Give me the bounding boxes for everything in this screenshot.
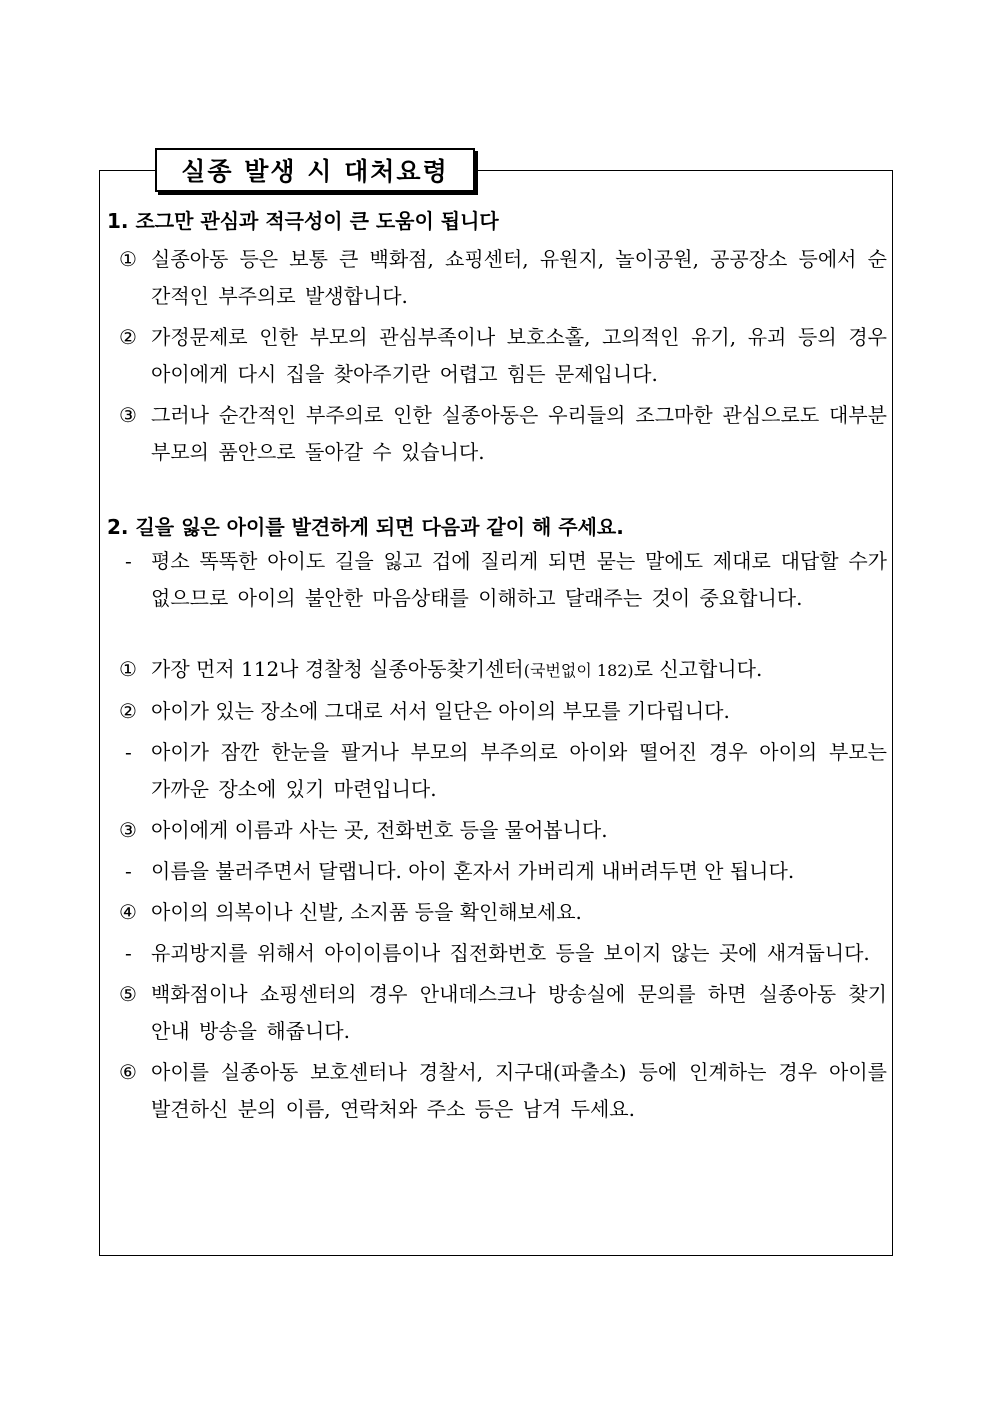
item-marker: - (125, 549, 132, 573)
item-text: 아이를 실종아동 보호센터나 경찰서, 지구대(파출소) 등에 인계하는 경우 아이를 발견하신 분의 이름, 연락처와 주소 등은 남겨 두세요. (151, 1060, 887, 1121)
item-marker: ③ (119, 818, 137, 842)
item-text: 가정문제로 인한 부모의 관심부족이나 보호소홀, 고의적인 유기, 유괴 등의 경우 아이에게 다시 집을 찾아주기란 어렵고 힘든 문제입니다. (151, 325, 887, 386)
list-item (107, 543, 887, 617)
item-text: 아이의 의복이나 신발, 소지품 등을 확인해보세요. (151, 900, 582, 924)
item-text: 백화점이나 쇼핑센터의 경우 안내데스크나 방송실에 문의를 하면 실종아동 찾기 안내 방송을 해줍니다. (151, 982, 887, 1043)
item-text: 이름을 불러주면서 달랩니다. 아이 혼자서 가버리게 내버려두면 안 됩니다. (151, 859, 795, 883)
item-marker: - (125, 859, 132, 883)
item-marker: ① (119, 247, 137, 271)
list-item (107, 1054, 887, 1128)
item-text: 아이가 잠깐 한눈을 팔거나 부모의 부주의로 아이와 떨어진 경우 아이의 부모는 가까운 장소에 있기 마련입니다. (151, 740, 887, 801)
document-body (107, 205, 887, 1128)
page-title: 실종 발생 시 대처요령 (155, 148, 475, 192)
list-item (107, 976, 887, 1050)
item-marker: - (125, 941, 132, 965)
item-marker: ② (119, 325, 137, 349)
item-marker: ① (119, 657, 137, 681)
item-text: 유괴방지를 위해서 아이이름이나 집전화번호 등을 보이지 않는 곳에 새겨둡니다. (151, 941, 870, 965)
item-marker: ⑤ (119, 982, 137, 1006)
item-marker: ③ (119, 403, 137, 427)
list-item (107, 853, 887, 890)
item-text: 평소 똑똑한 아이도 길을 잃고 겁에 질리게 되면 묻는 말에도 제대로 대답할 수가 없으므로 아이의 불안한 마음상태를 이해하고 달래주는 것이 중요합니다. (151, 549, 887, 610)
item-marker: ⑥ (119, 1060, 137, 1084)
item-marker: ② (119, 699, 137, 723)
list-item (107, 651, 887, 689)
item-text: 아이가 있는 장소에 그대로 서서 일단은 아이의 부모를 기다립니다. (151, 699, 730, 723)
item-text: 로 신고합니다. (633, 657, 763, 681)
list-item (107, 241, 887, 315)
list-item (107, 812, 887, 849)
item-text: 실종아동 등은 보통 큰 백화점, 쇼핑센터, 유원지, 놀이공원, 공공장소 등에서 순간적인 부주의로 발생합니다. (151, 247, 887, 308)
section-2-heading: 2. 길을 잃은 아이를 발견하게 되면 다음과 같이 해 주세요. (107, 515, 624, 539)
list-item (107, 319, 887, 393)
item-marker: - (125, 740, 132, 764)
item-text: 가장 먼저 112나 경찰청 실종아동찾기센터 (151, 657, 524, 681)
list-item (107, 894, 887, 931)
item-marker: ④ (119, 900, 137, 924)
item-text: 그러나 순간적인 부주의로 인한 실종아동은 우리들의 조그마한 관심으로도 대부분 부모의 품안으로 돌아갈 수 있습니다. (151, 403, 887, 464)
list-item (107, 935, 887, 972)
list-item (107, 734, 887, 808)
section-1-heading: 1. 조그만 관심과 적극성이 큰 도움이 됩니다 (107, 209, 499, 233)
list-item (107, 397, 887, 471)
list-item (107, 693, 887, 730)
item-text: 아이에게 이름과 사는 곳, 전화번호 등을 물어봅니다. (151, 818, 608, 842)
item-text-note: (국번없이 182) (523, 661, 634, 680)
